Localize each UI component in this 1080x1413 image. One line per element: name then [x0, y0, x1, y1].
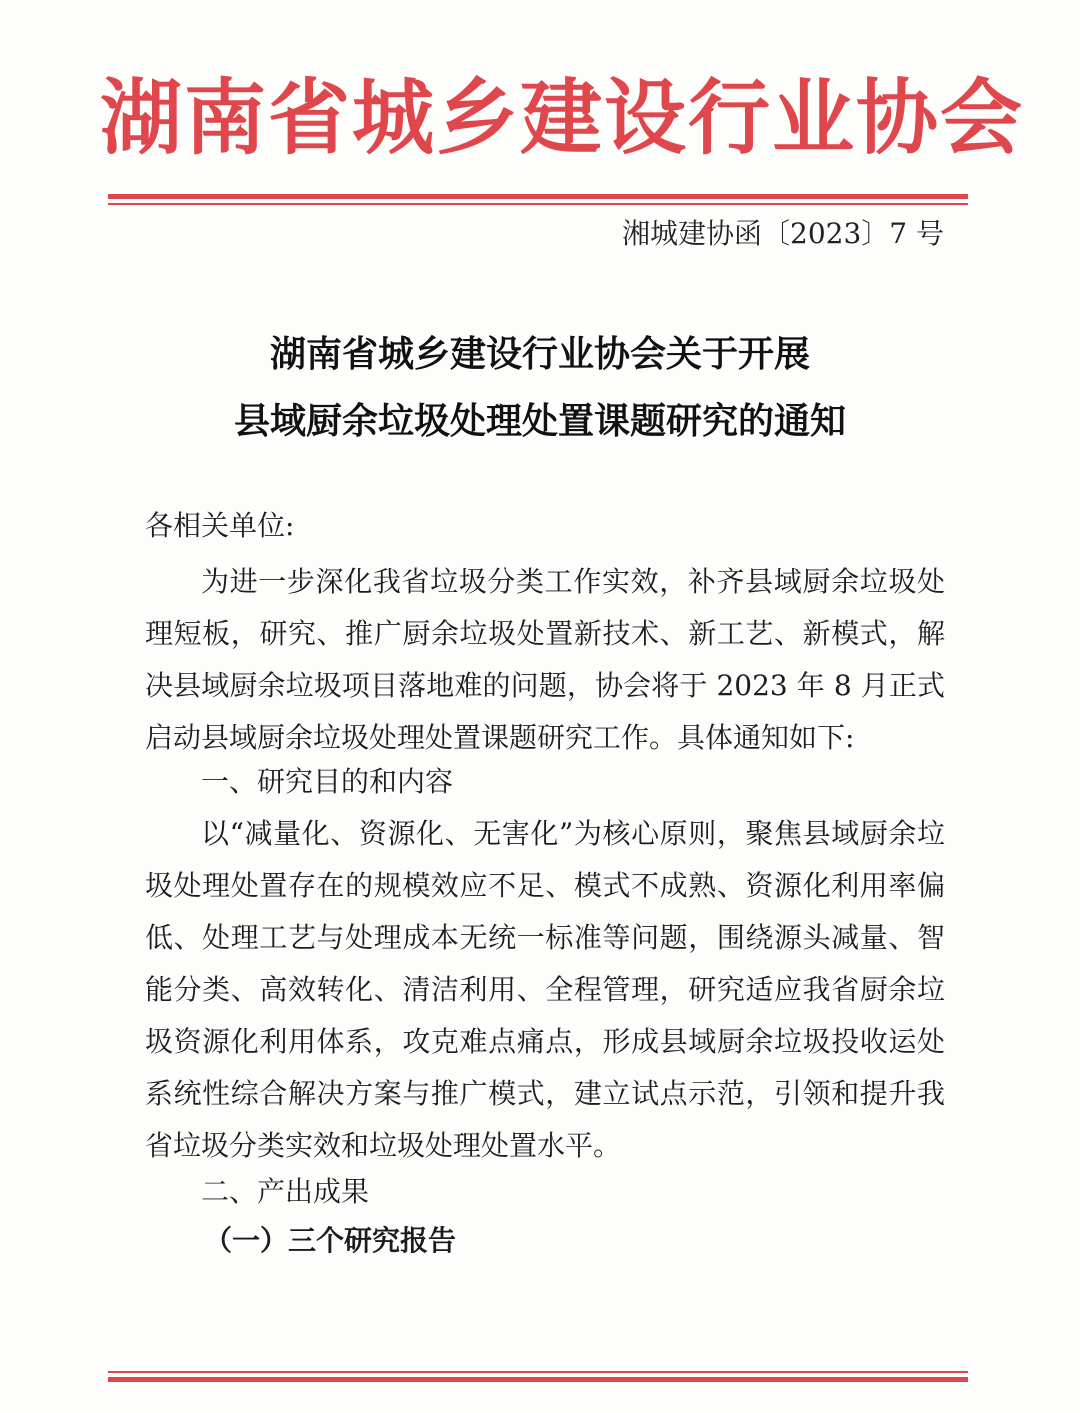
document-title-line-1: 湖南省城乡建设行业协会关于开展 — [269, 333, 810, 375]
section-heading-research-purpose: 一、研究目的和内容 — [201, 765, 454, 798]
letterhead-divider-thin — [108, 203, 968, 205]
letterhead-divider-thick — [108, 194, 968, 199]
body-paragraph-intro: 为进一步深化我省垃圾分类工作实效，补齐县域厨余垃圾处理短板，研究、推广厨余垃圾处置新技术、新工艺、新模式，解决县域厨余垃圾项目落地难的问题，协会将于 2023 年 8 月正式启动县域厨余垃圾处理处置课题研究工作。具体通知如下: — [145, 565, 945, 754]
footer-divider-thick — [108, 1377, 968, 1382]
section-heading-outputs: 二、产出成果 — [201, 1175, 370, 1208]
body-paragraph-research-content: 以“减量化、资源化、无害化”为核心原则，聚焦县域厨余垃圾处理处置存在的规模效应不足、模式不成熟、资源化利用率偏低、处理工艺与处理成本无统一标准等问题，围绕源头减量、智能分类、高效转化、清洁利用、全程管理，研究适应我省厨余垃圾资源化利用体系，攻克难点痛点，形成县域厨余垃圾投收运处系统性综合解决方案与推广模式，建立试点示范，引领和提升我省垃圾分类实效和垃圾处理处置水平。 — [145, 817, 945, 1162]
salutation: 各相关单位: — [145, 509, 295, 542]
document-number: 湘城建协函〔2023〕7 号 — [622, 217, 944, 250]
letterhead-organization-name: 湖南省城乡建设行业协会 — [100, 70, 1025, 166]
document-title-line-2: 县域厨余垃圾处理处置课题研究的通知 — [233, 400, 846, 442]
footer-divider-thin — [108, 1371, 968, 1373]
subsection-heading-reports: （一）三个研究报告 — [204, 1224, 457, 1257]
